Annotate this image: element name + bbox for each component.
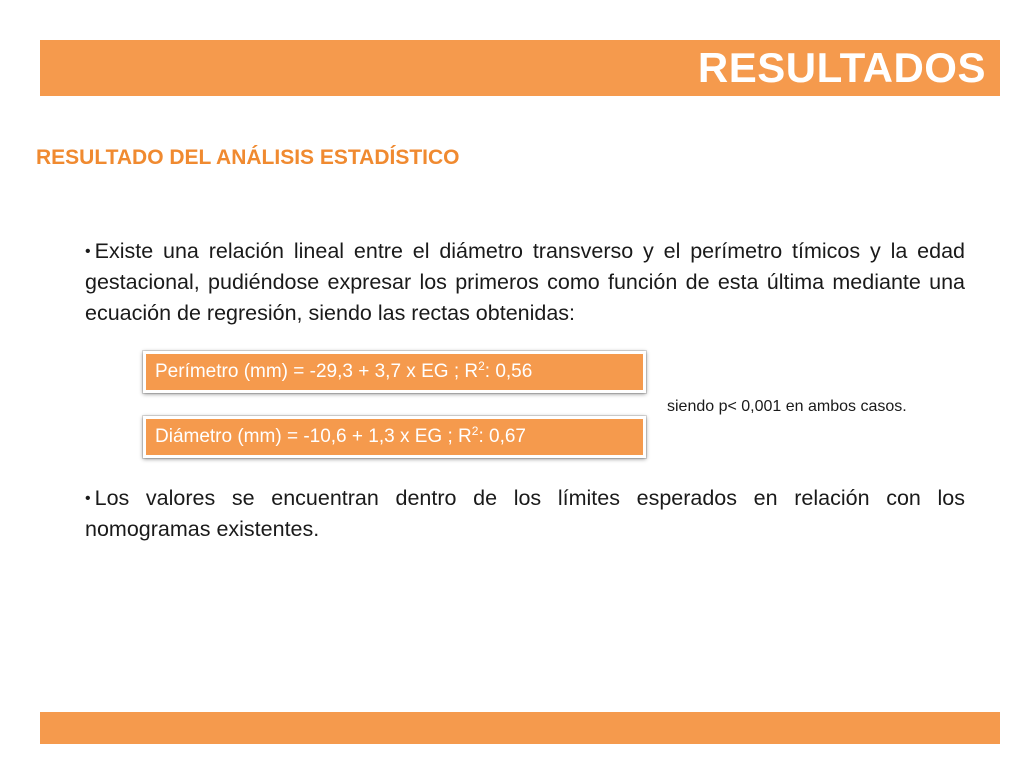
bullet-paragraph-1 [85,236,965,329]
equation-superscript: 2 [471,424,479,438]
equation-text: Perímetro (mm) = -29,3 + 3,7 x EG ; R [155,361,479,382]
bullet-marker: • [85,243,91,260]
header-bar [40,40,1000,96]
bullet-text: Los valores se encuentran dentro de los límites esperados en relación con los nomogramas existentes. [85,486,965,541]
equation-superscript: 2 [478,359,485,373]
significance-note: siendo p< 0,001 en ambos casos. [667,398,907,415]
footer-bar [40,712,1000,744]
equation-value: : 0,56 [484,361,533,382]
equation-box-diametro [143,416,646,458]
bullet-marker: • [85,490,91,507]
equation-value: : 0,67 [478,426,526,447]
bullet-paragraph-2 [85,483,965,545]
bullet-text: Existe una relación lineal entre el diámetro transverso y el perímetro tímicos y la edad gestacional, pudiéndose expresar los primeros como función de esta última mediante una ecuación de regresión, siendo las rectas obtenidas: [85,239,965,325]
slide-title: RESULTADOS [697,44,986,91]
equation-text: Diámetro (mm) = -10,6 + 1,3 x EG ; R [155,426,472,447]
section-title: RESULTADO DEL ANÁLISIS ESTADÍSTICO [36,146,460,169]
equation-box-perimetro [143,351,646,393]
